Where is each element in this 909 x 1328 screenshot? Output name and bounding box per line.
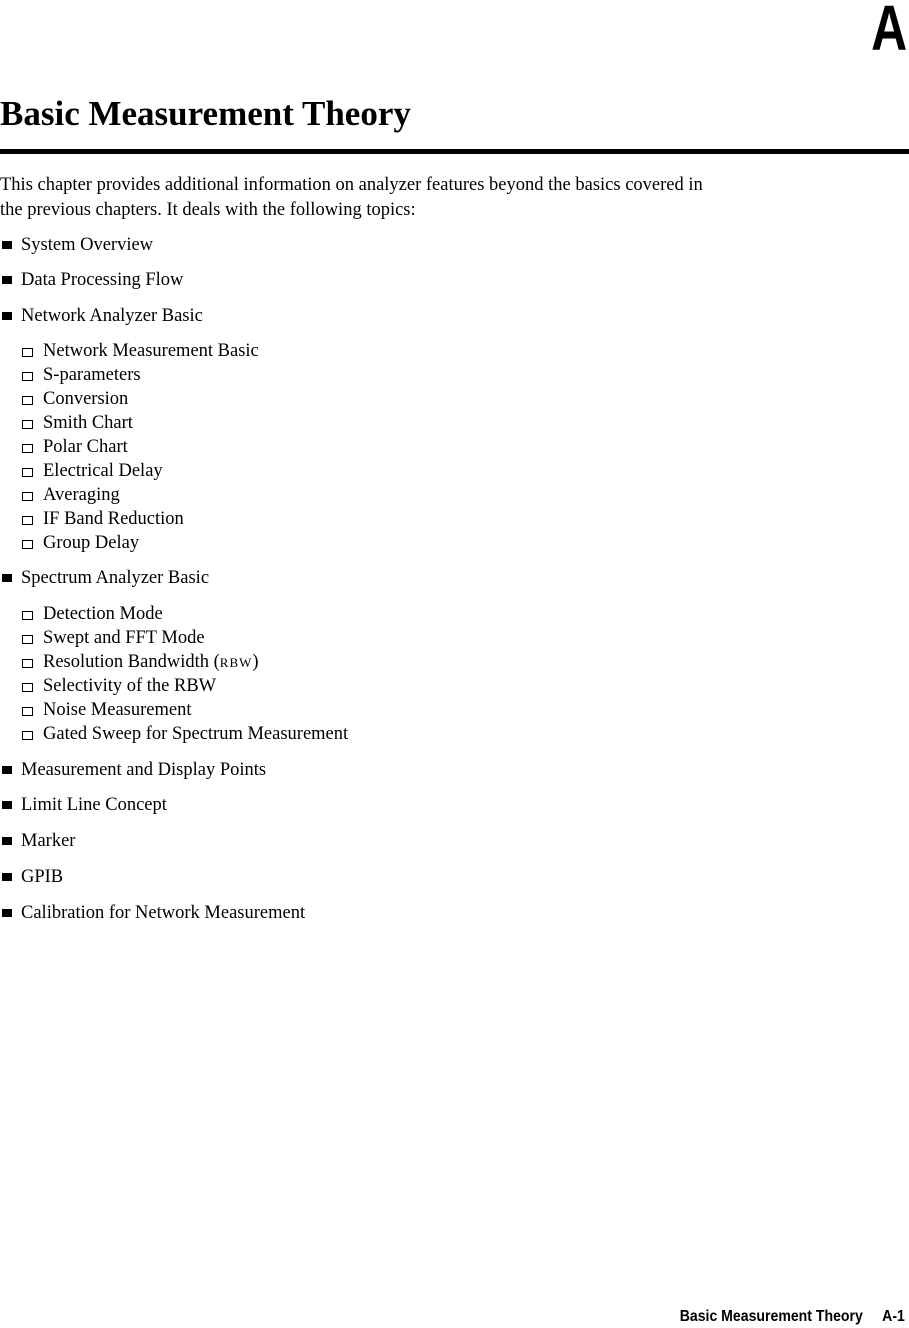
subtopic-label: Gated Sweep for Spectrum Measurement (43, 724, 349, 744)
rbw-close-paren: ) (252, 652, 259, 672)
hollow-square-bullet-icon (22, 611, 33, 620)
hollow-square-bullet-icon (22, 444, 33, 453)
hollow-square-bullet-icon (22, 683, 33, 692)
topic-label: Data Processing Flow (21, 270, 184, 290)
filled-square-bullet-icon (2, 276, 12, 284)
hollow-square-bullet-icon (22, 420, 33, 429)
rbw-abbreviation: RBW (219, 655, 253, 670)
page-footer (680, 1306, 905, 1328)
subtopic-label: Smith Chart (43, 413, 133, 433)
subtopic-label (43, 651, 259, 674)
hollow-square-bullet-icon (22, 372, 33, 381)
hollow-square-bullet-icon (22, 707, 33, 716)
topic-label: Spectrum Analyzer Basic (21, 568, 210, 588)
intro-line-2: the previous chapters. It deals with the following topics: (0, 200, 416, 220)
topic-label: Network Analyzer Basic (21, 306, 203, 326)
subtopic-label: Network Measurement Basic (43, 341, 259, 361)
intro-line-1: This chapter provides additional information on analyzer features beyond the basics covered in (0, 175, 703, 195)
filled-square-bullet-icon (2, 837, 12, 845)
hollow-square-bullet-icon (22, 731, 33, 740)
running-title: Basic Measurement Theory (679, 1308, 863, 1325)
hollow-square-bullet-icon (22, 396, 33, 405)
hollow-square-bullet-icon (22, 540, 33, 549)
filled-square-bullet-icon (2, 312, 12, 320)
hollow-square-bullet-icon (22, 516, 33, 525)
topic-label: Limit Line Concept (21, 795, 167, 815)
filled-square-bullet-icon (2, 801, 12, 809)
subtopic-label: Noise Measurement (43, 700, 192, 720)
hollow-square-bullet-icon (22, 492, 33, 501)
chapter-letter: A (870, 0, 907, 64)
topic-label: Calibration for Network Measurement (21, 903, 306, 923)
topic-label: Measurement and Display Points (21, 760, 267, 780)
page-number: A-1 (882, 1308, 905, 1325)
hollow-square-bullet-icon (22, 468, 33, 477)
topic-label: Marker (21, 831, 76, 851)
hollow-square-bullet-icon (22, 659, 33, 668)
topic-label: System Overview (21, 235, 154, 255)
subtopic-label: IF Band Reduction (43, 509, 184, 529)
subtopic-label: Conversion (43, 389, 129, 409)
subtopic-label: Group Delay (43, 533, 140, 553)
hollow-square-bullet-icon (22, 635, 33, 644)
subtopic-label: Selectivity of the RBW (43, 676, 217, 696)
intro-paragraph (0, 173, 905, 223)
title-rule (0, 149, 909, 154)
filled-square-bullet-icon (2, 766, 12, 774)
subtopic-label: Swept and FFT Mode (43, 628, 205, 648)
subtopic-label: Electrical Delay (43, 461, 163, 481)
subtopic-label: Polar Chart (43, 437, 128, 457)
filled-square-bullet-icon (2, 241, 12, 249)
subtopic-label: Detection Mode (43, 604, 163, 624)
chapter-title: Basic Measurement Theory (0, 94, 411, 133)
filled-square-bullet-icon (2, 909, 12, 917)
subtopic-label: Averaging (43, 485, 120, 505)
hollow-square-bullet-icon (22, 348, 33, 357)
topic-label: GPIB (21, 867, 64, 887)
subtopic-label: S-parameters (43, 365, 141, 385)
filled-square-bullet-icon (2, 873, 12, 881)
filled-square-bullet-icon (2, 574, 12, 582)
subtopic-text: Resolution Bandwidth ( (43, 652, 220, 672)
